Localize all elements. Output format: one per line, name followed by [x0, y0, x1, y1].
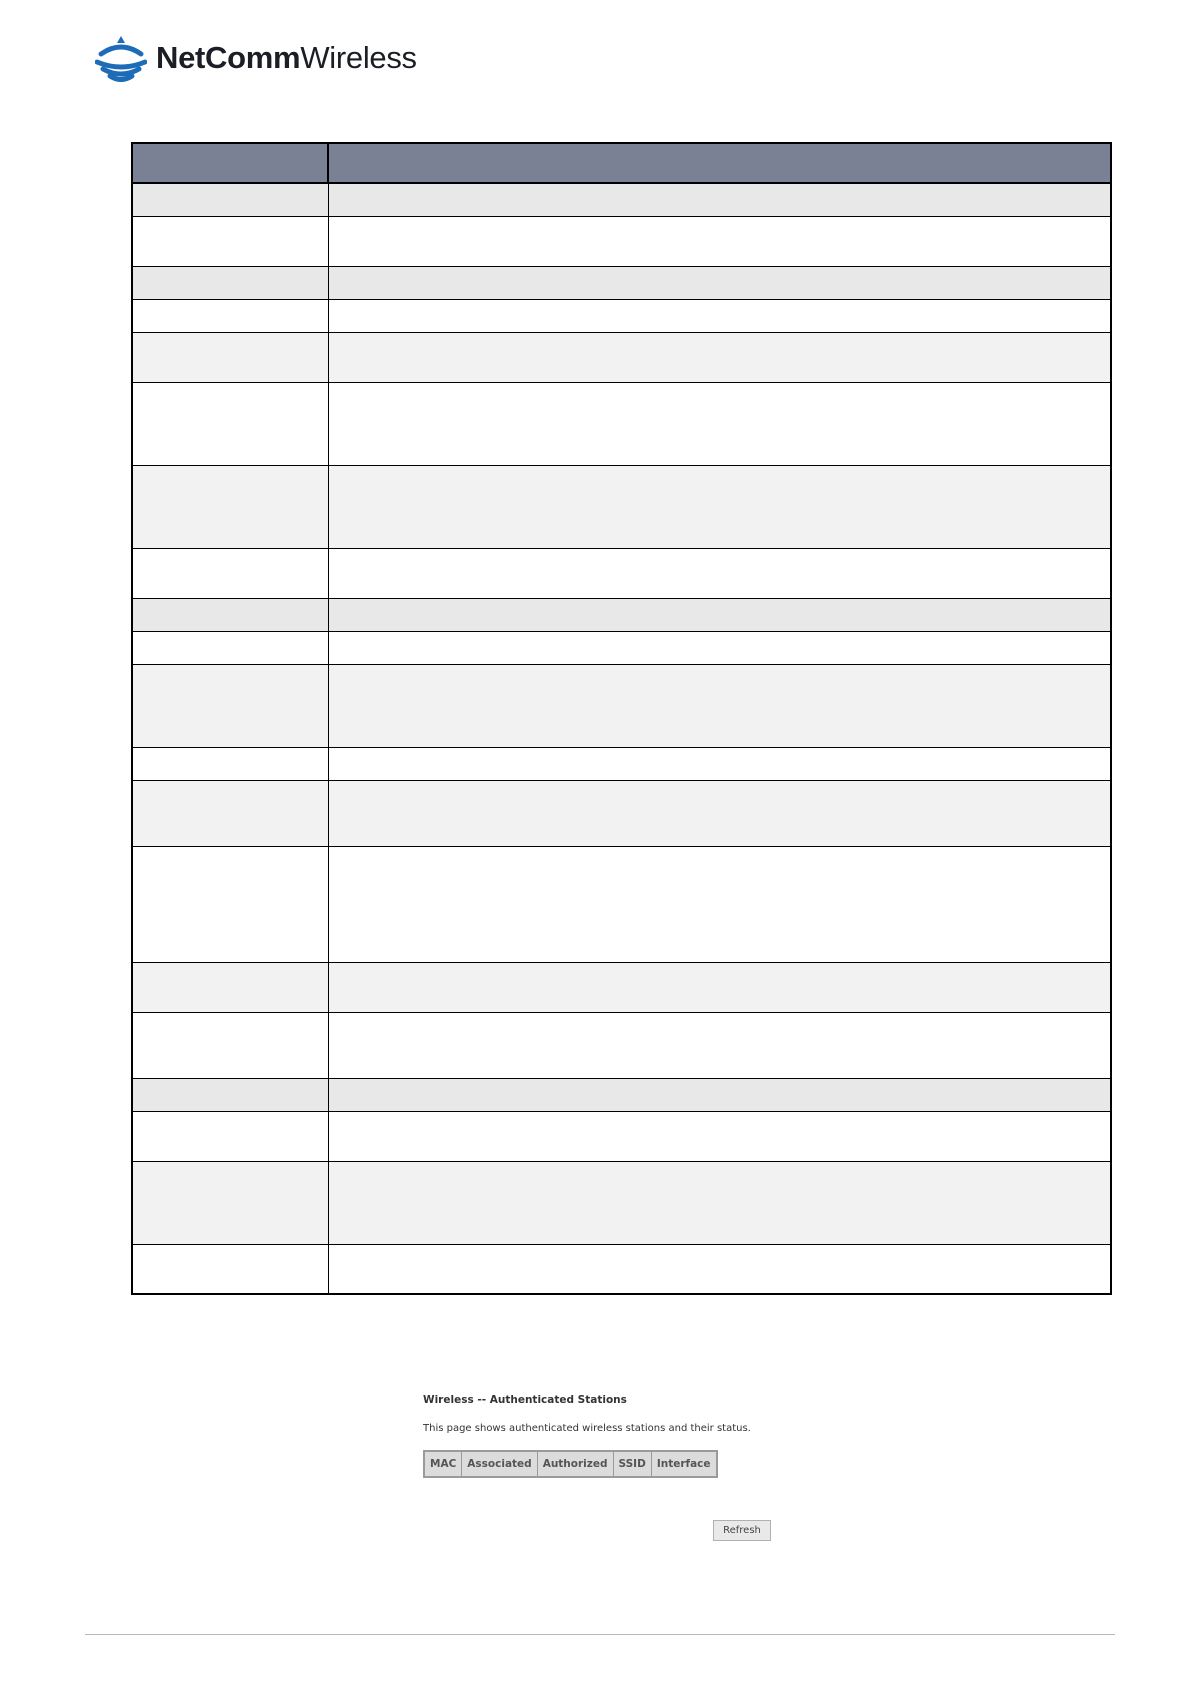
table-row	[132, 183, 1111, 216]
table-row	[132, 747, 1111, 780]
table-cell	[132, 183, 328, 216]
brand-name-regular: Wireless	[300, 40, 417, 75]
footer-divider	[85, 1634, 1115, 1635]
table-cell	[328, 548, 1111, 598]
table-cell	[132, 780, 328, 846]
table-row	[132, 1111, 1111, 1161]
table-cell	[132, 465, 328, 548]
table-cell	[132, 1161, 328, 1244]
table-cell	[328, 465, 1111, 548]
table-cell	[328, 1161, 1111, 1244]
parameter-table	[131, 142, 1112, 1295]
table-cell	[132, 664, 328, 747]
table-cell	[132, 382, 328, 465]
table-cell	[132, 332, 328, 382]
table-row	[132, 1078, 1111, 1111]
table-cell	[328, 1244, 1111, 1294]
table-cell	[132, 1244, 328, 1294]
table-row	[132, 216, 1111, 266]
table-cell	[328, 216, 1111, 266]
column-header-ssid: SSID	[613, 1451, 651, 1477]
table-row	[132, 299, 1111, 332]
brand-name	[156, 40, 417, 76]
table-cell	[328, 846, 1111, 962]
table-row	[132, 1244, 1111, 1294]
table-cell	[132, 598, 328, 631]
table-cell	[328, 183, 1111, 216]
table-row	[132, 962, 1111, 1012]
wifi-logo-icon	[95, 34, 147, 82]
table-row	[132, 332, 1111, 382]
table-row	[132, 548, 1111, 598]
netcomm-logo	[95, 34, 417, 82]
table-row	[132, 780, 1111, 846]
stations-table	[423, 1450, 718, 1478]
table-cell	[132, 266, 328, 299]
table-cell	[328, 747, 1111, 780]
table-cell	[132, 962, 328, 1012]
table-cell	[132, 216, 328, 266]
table-cell	[132, 299, 328, 332]
table-row	[132, 1012, 1111, 1078]
table-cell	[132, 747, 328, 780]
column-header-associated: Associated	[462, 1451, 537, 1477]
table-cell	[132, 631, 328, 664]
authenticated-stations-panel	[423, 1394, 751, 1478]
refresh-button[interactable]: Refresh	[713, 1520, 771, 1541]
table-header-row	[132, 143, 1111, 183]
table-cell	[328, 598, 1111, 631]
table-row	[132, 846, 1111, 962]
table-cell	[132, 1012, 328, 1078]
table-cell	[328, 664, 1111, 747]
panel-description: This page shows authenticated wireless stations and their status.	[423, 1423, 751, 1434]
table-cell	[328, 332, 1111, 382]
table-row	[132, 266, 1111, 299]
table-row	[132, 382, 1111, 465]
table-cell	[328, 299, 1111, 332]
table-cell	[328, 780, 1111, 846]
table-cell	[328, 382, 1111, 465]
table-header-cell	[132, 143, 328, 183]
table-row	[132, 631, 1111, 664]
table-cell	[132, 846, 328, 962]
table-cell	[328, 266, 1111, 299]
table-header-cell	[328, 143, 1111, 183]
table-row	[132, 598, 1111, 631]
table-cell	[328, 1012, 1111, 1078]
table-cell	[132, 1111, 328, 1161]
table-cell	[328, 1111, 1111, 1161]
table-cell	[328, 962, 1111, 1012]
brand-name-bold: NetComm	[156, 40, 301, 75]
table-cell	[328, 631, 1111, 664]
table-cell	[328, 1078, 1111, 1111]
column-header-mac: MAC	[424, 1451, 462, 1477]
panel-title: Wireless -- Authenticated Stations	[423, 1394, 627, 1406]
table-cell	[132, 548, 328, 598]
column-header-authorized: Authorized	[537, 1451, 613, 1477]
table-cell	[132, 1078, 328, 1111]
table-row	[132, 465, 1111, 548]
stations-header-row	[424, 1451, 717, 1477]
table-row	[132, 1161, 1111, 1244]
column-header-interface: Interface	[651, 1451, 716, 1477]
table-row	[132, 664, 1111, 747]
